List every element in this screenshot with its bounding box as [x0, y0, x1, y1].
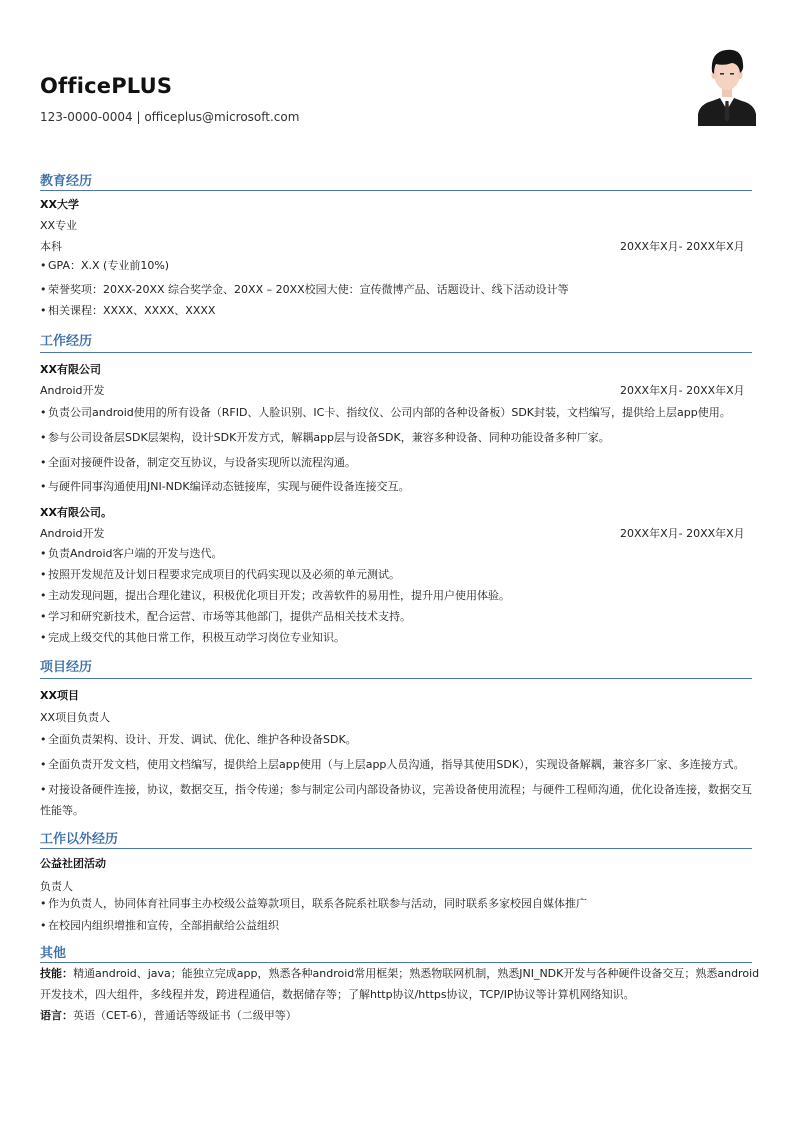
section-divider — [40, 352, 752, 353]
list-item: • 全面对接硬件设备，制定交互协议，与设备实现所以流程沟通。 — [40, 456, 356, 469]
section-title-projects: 项目经历 — [40, 660, 93, 675]
list-item: • 完成上级交代的其他日常工作，积极互动学习岗位专业知识。 — [40, 631, 345, 644]
major: XX专业 — [40, 219, 78, 232]
list-item: • 相关课程：XXXX、XXXX、XXXX — [40, 304, 216, 317]
activity-name: 公益社团活动 — [40, 857, 106, 870]
section-title-extra: 工作以外经历 — [40, 832, 119, 847]
candidate-name: OfficePLUS — [40, 74, 173, 98]
list-item: • 负责Android客户端的开发与迭代。 — [40, 547, 223, 560]
list-item: • 负责公司android使用的所有设备（RFID、人脸识别、IC卡、指纹仪、公司内部的各种设备板）SDK封装，文档编写，提供给上层app使用。 — [40, 406, 731, 419]
education-date: 20XX年X月- 20XX年X月 — [620, 240, 745, 253]
company-name: XX有限公司 — [40, 363, 101, 376]
section-title-work: 工作经历 — [40, 334, 93, 349]
list-item: • 参与公司设备层SDK层架构，设计SDK开发方式，解耦app层与设备SDK，兼容多种设备、同种功能设备多种厂家。 — [40, 431, 610, 444]
section-divider — [40, 190, 752, 191]
job-date: 20XX年X月- 20XX年X月 — [620, 384, 745, 397]
section-divider — [40, 678, 752, 679]
school-name: XX大学 — [40, 198, 79, 211]
section-divider — [40, 848, 752, 849]
degree: 本科 — [40, 240, 62, 253]
section-title-education: 教育经历 — [40, 174, 93, 189]
list-item: • 在校园内组织增推和宣传，全部捐献给公益组织 — [40, 919, 279, 932]
job-date: 20XX年X月- 20XX年X月 — [620, 527, 745, 540]
avatar-icon — [698, 44, 756, 126]
activity-role: 负责人 — [40, 880, 73, 893]
list-item: • GPA：X.X (专业前10%) — [40, 259, 170, 272]
list-item: • 学习和研究新技术，配合运营、市场等其他部门，提供产品相关技术支持。 — [40, 610, 411, 623]
list-item: • 与硬件同事沟通使用JNI-NDK编译动态链接库，实现与硬件设备连接交互。 — [40, 480, 410, 493]
job-role: Android开发 — [40, 384, 105, 397]
contact-info: 123-0000-0004 | officeplus@microsoft.com — [40, 110, 300, 124]
project-name: XX项目 — [40, 689, 79, 702]
list-item: • 对接设备硬件连接，协议，数据交互，指令传递；参与制定公司内部设备协议，完善设备使用流程；与硬件工程师沟通，优化设备连接，数据交互性能等。 — [40, 783, 752, 817]
section-title-other: 其他 — [40, 946, 67, 961]
project-role: XX项目负责人 — [40, 711, 111, 724]
list-item: • 主动发现问题，提出合理化建议，积极优化项目开发；改善软件的易用性，提升用户使用体验。 — [40, 589, 510, 602]
list-item: • 全面负责开发文档，使用文档编写，提供给上层app使用（与上层app人员沟通，指导其使用SDK），实现设备解耦，兼容多厂家、多连接方式。 — [40, 758, 745, 771]
list-item: • 全面负责架构、设计、开发、调试、优化、维护各种设备SDK。 — [40, 733, 357, 746]
list-item: • 荣誉奖项：20XX-20XX 综合奖学金、20XX – 20XX校园大使：宣传微博产品、话题设计、线下活动设计等 — [40, 283, 569, 296]
company-name: XX有限公司。 — [40, 506, 112, 519]
list-item: • 按照开发规范及计划日程要求完成项目的代码实现以及必须的单元测试。 — [40, 568, 400, 581]
skills-text: 技能：精通android、java；能独立完成app，熟悉各种android常用框架；熟悉物联网机制，熟悉JNI_NDK开发与各种硬件设备交互；熟悉android开发技术，四大组件，多线程并发，跨进程通信，数据储存等；了解http协议/https协议，TCP/IP协议等计算机网络知识。 — [40, 967, 760, 1001]
job-role: Android开发 — [40, 527, 105, 540]
language-text: 语言：英语（CET-6），普通话等级证书（二级甲等） — [40, 1009, 297, 1022]
list-item: • 作为负责人，协同体育社同事主办校级公益筹款项目，联系各院系社联参与活动，同时联系多家校园自媒体推广 — [40, 897, 587, 910]
